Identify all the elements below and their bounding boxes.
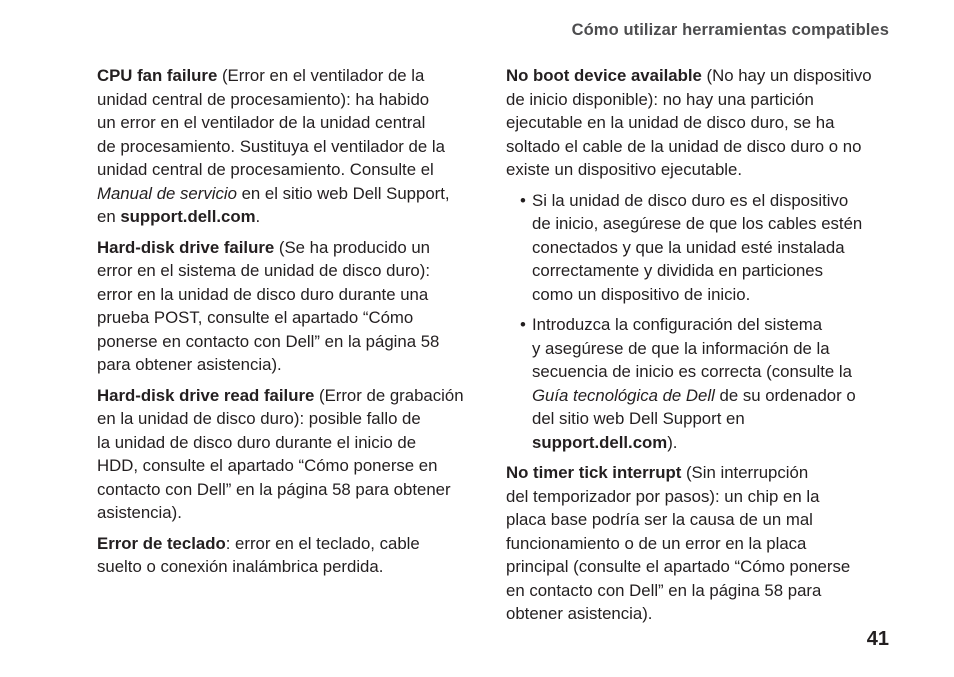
guide-title: Guía tecnológica de Dell: [532, 385, 715, 405]
entry-text: suelto o conexión inalámbrica perdida.: [97, 557, 384, 576]
support-url: support.dell.com: [120, 207, 256, 226]
manual-title: Manual de servicio: [97, 183, 237, 203]
entry-term: Hard-disk drive failure: [97, 237, 275, 257]
entry-text: ponerse en contacto con Dell” en la página 58: [97, 331, 440, 351]
bullet-text: correctamente y dividida en particiones: [532, 261, 824, 280]
bullet-text: secuencia de inicio es correcta (consulte la: [532, 362, 852, 381]
bullet-item-disk-check: [506, 189, 891, 307]
entry-text: unidad central de procesamiento. Consulte el: [97, 160, 434, 179]
bullet-text: de su ordenador o: [714, 385, 856, 405]
entry-line: [97, 182, 482, 206]
entry-line: [97, 384, 482, 408]
entry-line: [506, 64, 891, 88]
entry-text: del temporizador por pasos): un chip en la: [506, 486, 820, 506]
entry-text: (Se ha producido un: [274, 237, 431, 257]
entry-text: la unidad de disco duro durante el inicio de: [97, 432, 417, 452]
entry-text: soltado el cable de la unidad de disco duro o no: [506, 136, 862, 156]
entry-text: funcionamiento o de un error en la placa: [506, 533, 807, 553]
entry-text: obtener asistencia).: [506, 604, 653, 623]
entry-line: [97, 236, 482, 260]
bullet-text: del sitio web Dell Support en: [532, 409, 745, 428]
entry-text: existe un dispositivo ejecutable.: [506, 160, 743, 179]
bullet-line: [532, 384, 891, 408]
entry-text: : error en el teclado, cable: [225, 533, 420, 553]
entry-line: [97, 205, 482, 229]
entry-term: CPU fan failure: [97, 66, 218, 85]
entry-no-boot-device: [506, 64, 891, 182]
entry-hard-disk-drive-failure: [97, 236, 482, 377]
entry-text: unidad central de procesamiento): ha habido: [97, 89, 430, 109]
entry-text: asistencia).: [97, 503, 182, 522]
entry-text: placa base podría ser la causa de un mal: [506, 510, 813, 529]
entry-text: en la unidad de disco duro): posible fallo de: [97, 409, 421, 428]
entry-hard-disk-drive-read-failure: [97, 384, 482, 525]
left-column: [97, 64, 482, 586]
entry-text: para obtener asistencia).: [97, 355, 282, 374]
bullet-text: conectados y que la unidad esté instalada: [532, 237, 845, 257]
entry-text: (Sin interrupción: [681, 463, 809, 482]
entry-text: (Error de grabación: [314, 385, 464, 405]
running-header: Cómo utilizar herramientas compatibles: [571, 21, 889, 39]
entry-text: en contacto con Dell” en la página 58 para: [506, 580, 822, 600]
entry-term: No timer tick interrupt: [506, 463, 682, 482]
entry-text: contacto con Dell” en la página 58 para obtener: [97, 479, 451, 499]
bullet-text: Introduzca la configuración del sistema: [532, 315, 823, 334]
bullet-text: Si la unidad de disco duro es el dispositivo: [532, 190, 849, 210]
entry-text: de procesamiento. Sustituya el ventilador de la: [97, 136, 445, 156]
entry-text: un error en el ventilador de la unidad central: [97, 113, 426, 132]
bullet-line: [532, 431, 891, 455]
bullet-item-setup-check: [506, 313, 891, 454]
entry-text: principal (consulte el apartado “Cómo ponerse: [506, 557, 851, 576]
entry-text: error en el sistema de unidad de disco duro):: [97, 261, 431, 280]
entry-text: ejecutable en la unidad de disco duro, se ha: [506, 113, 835, 132]
entry-text: .: [255, 207, 261, 226]
entry-cpu-fan-failure: [97, 64, 482, 229]
bullet-text: de inicio, asegúrese de que los cables estén: [532, 214, 863, 233]
entry-line: [97, 64, 482, 88]
entry-text: en: [97, 207, 121, 226]
entry-text: en el sitio web Dell Support,: [236, 183, 450, 203]
entry-term: Hard-disk drive read failure: [97, 385, 315, 405]
entry-no-timer-tick-interrupt: [506, 461, 891, 626]
page-number: 41: [866, 628, 889, 650]
bullet-text: ).: [667, 432, 678, 452]
entry-text: HDD, consulte el apartado “Cómo ponerse en: [97, 456, 438, 475]
right-column: [506, 64, 891, 633]
entry-text: (Error en el ventilador de la: [217, 66, 425, 85]
entry-text: error en la unidad de disco duro durante una: [97, 284, 429, 304]
entry-term: No boot device available: [506, 66, 702, 85]
support-url: support.dell.com: [532, 432, 668, 452]
bullet-icon: •: [520, 315, 526, 334]
entry-text: prueba POST, consulte el apartado “Cómo: [97, 308, 414, 327]
entry-term: Error de teclado: [97, 533, 226, 553]
entry-text: (No hay un dispositivo: [701, 66, 872, 85]
bullet-text: y asegúrese de que la información de la: [532, 338, 830, 358]
entry-line: [506, 461, 891, 485]
entry-text: de inicio disponible): no hay una partición: [506, 89, 814, 109]
entry-error-de-teclado: [97, 532, 482, 579]
bullet-icon: •: [520, 190, 526, 210]
entry-line: [97, 532, 482, 556]
bullet-text: como un dispositivo de inicio.: [532, 284, 751, 304]
